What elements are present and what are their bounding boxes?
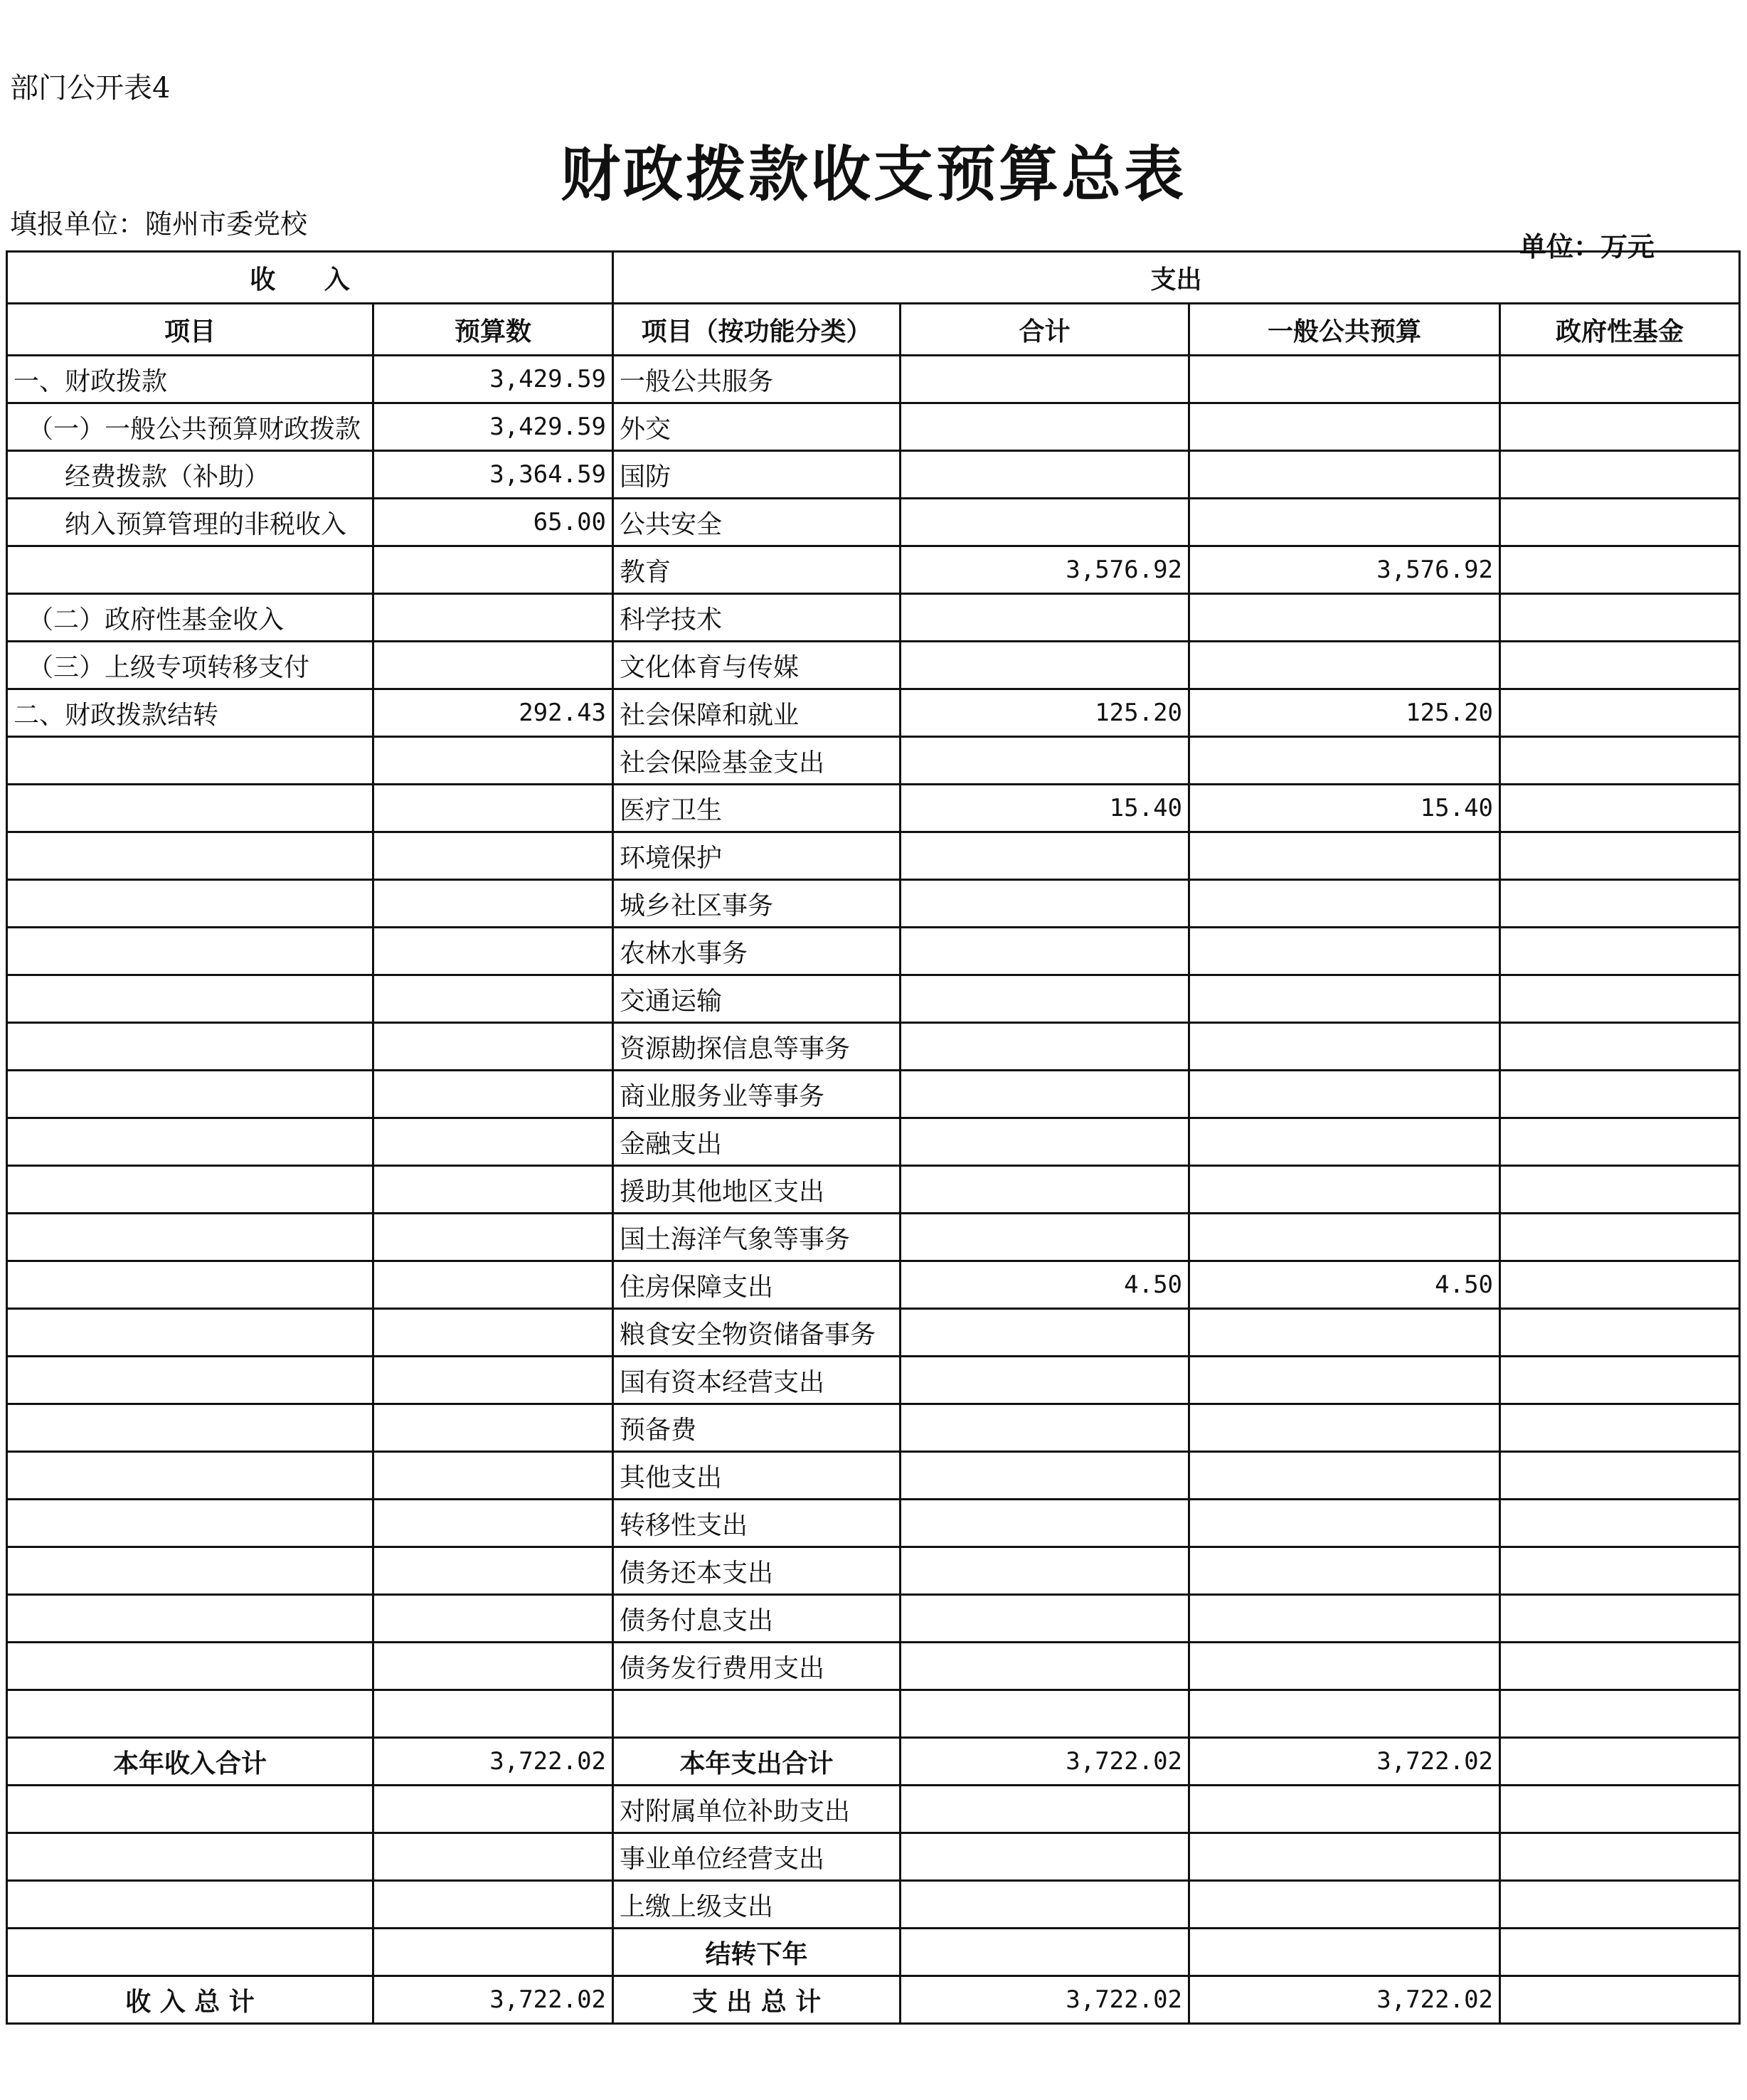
- expense-item-cell: 交通运输: [613, 975, 901, 1023]
- income-grand-total-amount: 3,722.02: [373, 1976, 613, 2024]
- expense-total-cell: [901, 1023, 1189, 1071]
- expense-year-fund-amount: [1500, 1738, 1740, 1786]
- expense-grand-general-amount: 3,722.02: [1189, 1976, 1500, 2024]
- income-item-cell: [7, 975, 373, 1023]
- income-budget-header: 预算数: [373, 304, 613, 356]
- income-item-cell: 经费拨款（补助）: [7, 451, 373, 499]
- table-row: [7, 356, 1740, 403]
- expense-total-cell: [901, 642, 1189, 689]
- table-row: [7, 928, 1740, 975]
- expense-fund-cell: [1500, 1309, 1740, 1357]
- income-item-cell: [7, 1357, 373, 1404]
- expense-total-cell: [901, 975, 1189, 1023]
- table-row: [7, 1118, 1740, 1166]
- expense-item-cell: 科学技术: [613, 594, 901, 642]
- expense-general-cell: [1189, 356, 1500, 403]
- empty-cell: [1500, 1786, 1740, 1833]
- table-row: [7, 1643, 1740, 1690]
- income-amount-cell: [373, 594, 613, 642]
- table-row: [7, 403, 1740, 451]
- currency-unit: 单位：万元: [1519, 231, 1655, 262]
- extra-row: [7, 1833, 1740, 1881]
- reporting-unit: 填报单位：随州市委党校: [10, 208, 308, 240]
- expense-total-cell: [901, 1357, 1189, 1404]
- table-row: [7, 785, 1740, 832]
- table-row: [7, 1547, 1740, 1595]
- expense-general-cell: [1189, 403, 1500, 451]
- expense-total-cell: [901, 1643, 1189, 1690]
- expense-item-cell: 医疗卫生: [613, 785, 901, 832]
- income-amount-cell: [373, 832, 613, 880]
- income-item-cell: [7, 928, 373, 975]
- expense-total-cell: [901, 1071, 1189, 1118]
- income-item-cell: [7, 1071, 373, 1118]
- income-item-cell: [7, 1118, 373, 1166]
- expense-item-cell: 预备费: [613, 1404, 901, 1452]
- income-amount-cell: [373, 737, 613, 785]
- expense-fund-cell: [1500, 1404, 1740, 1452]
- expense-total-cell: [901, 1309, 1189, 1357]
- expense-general-cell: [1189, 594, 1500, 642]
- income-amount-cell: [373, 1214, 613, 1261]
- extra-item: 上缴上级支出: [613, 1881, 901, 1929]
- header-row-1: [7, 252, 1740, 304]
- expense-general-cell: [1189, 1643, 1500, 1690]
- empty-cell: [901, 1929, 1189, 1976]
- extra-row: [7, 1786, 1740, 1833]
- table-row: [7, 1261, 1740, 1309]
- expense-total-cell: [901, 1500, 1189, 1547]
- income-amount-cell: [373, 642, 613, 689]
- expense-general-cell: [1189, 1071, 1500, 1118]
- expense-item-cell: [613, 1690, 901, 1738]
- income-item-cell: [7, 1452, 373, 1500]
- expense-fund-cell: [1500, 737, 1740, 785]
- income-header: 收 入: [7, 252, 613, 304]
- table-row: [7, 499, 1740, 546]
- empty-cell: [901, 1881, 1189, 1929]
- extra-item: 事业单位经营支出: [613, 1833, 901, 1881]
- income-amount-cell: [373, 1357, 613, 1404]
- expense-fund-cell: [1500, 1261, 1740, 1309]
- expense-fund-cell: [1500, 832, 1740, 880]
- expense-fund-cell: [1500, 451, 1740, 499]
- expense-item-cell: 债务还本支出: [613, 1547, 901, 1595]
- table-row: [7, 689, 1740, 737]
- income-item-cell: [7, 1595, 373, 1643]
- expense-grand-total-label: 支 出 总 计: [613, 1976, 901, 2024]
- income-amount-cell: [373, 928, 613, 975]
- expense-item-cell: 城乡社区事务: [613, 880, 901, 928]
- expense-fund-cell: [1500, 1500, 1740, 1547]
- expense-general-cell: [1189, 928, 1500, 975]
- expense-year-general-amount: 3,722.02: [1189, 1738, 1500, 1786]
- table-row: [7, 1214, 1740, 1261]
- empty-cell: [7, 1786, 373, 1833]
- income-item-cell: [7, 1166, 373, 1214]
- table-row: [7, 451, 1740, 499]
- expense-fund-cell: [1500, 880, 1740, 928]
- expense-general-cell: [1189, 1309, 1500, 1357]
- expense-total-cell: [901, 499, 1189, 546]
- expense-total-header: 合计: [901, 304, 1189, 356]
- income-item-cell: [7, 1404, 373, 1452]
- expense-year-total-amount: 3,722.02: [901, 1738, 1189, 1786]
- expense-general-cell: [1189, 1214, 1500, 1261]
- expense-general-cell: [1189, 642, 1500, 689]
- expense-item-cell: 文化体育与传媒: [613, 642, 901, 689]
- expense-item-cell: 住房保障支出: [613, 1261, 901, 1309]
- empty-cell: [7, 1881, 373, 1929]
- expense-item-cell: 金融支出: [613, 1118, 901, 1166]
- expense-item-cell: 债务付息支出: [613, 1595, 901, 1643]
- income-item-cell: [7, 1261, 373, 1309]
- expense-item-cell: 转移性支出: [613, 1500, 901, 1547]
- income-amount-cell: [373, 880, 613, 928]
- expense-general-cell: [1189, 1500, 1500, 1547]
- expense-fund-cell: [1500, 499, 1740, 546]
- expense-general-cell: [1189, 1166, 1500, 1214]
- table-row: [7, 642, 1740, 689]
- expense-general-cell: 15.40: [1189, 785, 1500, 832]
- expense-item-cell: 国防: [613, 451, 901, 499]
- expense-general-cell: 3,576.92: [1189, 546, 1500, 594]
- empty-cell: [901, 1833, 1189, 1881]
- expense-fund-cell: [1500, 1595, 1740, 1643]
- expense-total-cell: [901, 1690, 1189, 1738]
- expense-total-cell: [901, 1595, 1189, 1643]
- empty-cell: [1189, 1929, 1500, 1976]
- income-amount-cell: 292.43: [373, 689, 613, 737]
- income-item-cell: [7, 1309, 373, 1357]
- table-row: [7, 1071, 1740, 1118]
- income-item-cell: [7, 1023, 373, 1071]
- expense-general-header: 一般公共预算: [1189, 304, 1500, 356]
- expense-fund-cell: [1500, 403, 1740, 451]
- expense-general-cell: [1189, 1452, 1500, 1500]
- table-row: [7, 1404, 1740, 1452]
- income-amount-cell: 65.00: [373, 499, 613, 546]
- income-item-cell: [7, 1643, 373, 1690]
- expense-grand-total-amount: 3,722.02: [901, 1976, 1189, 2024]
- table-row: [7, 737, 1740, 785]
- expense-total-cell: [901, 451, 1189, 499]
- expense-general-cell: [1189, 737, 1500, 785]
- expense-general-cell: [1189, 1357, 1500, 1404]
- income-amount-cell: [373, 1166, 613, 1214]
- expense-total-cell: 125.20: [901, 689, 1189, 737]
- expense-total-cell: [901, 1547, 1189, 1595]
- expense-year-total-label: 本年支出合计: [613, 1738, 901, 1786]
- income-item-cell: 二、财政拨款结转: [7, 689, 373, 737]
- header-row-2: [7, 304, 1740, 356]
- expense-grand-fund-amount: [1500, 1976, 1740, 2024]
- empty-cell: [373, 1881, 613, 1929]
- expense-item-cell: 教育: [613, 546, 901, 594]
- expense-general-cell: 125.20: [1189, 689, 1500, 737]
- income-amount-cell: [373, 1500, 613, 1547]
- expense-fund-cell: [1500, 642, 1740, 689]
- table-row: [7, 1500, 1740, 1547]
- income-amount-cell: 3,364.59: [373, 451, 613, 499]
- empty-cell: [1500, 1929, 1740, 1976]
- expense-fund-cell: [1500, 1023, 1740, 1071]
- expense-total-cell: [901, 1214, 1189, 1261]
- expense-total-cell: [901, 880, 1189, 928]
- expense-total-cell: [901, 1404, 1189, 1452]
- expense-total-cell: [901, 832, 1189, 880]
- expense-item-cell: 外交: [613, 403, 901, 451]
- empty-cell: [901, 1786, 1189, 1833]
- empty-cell: [373, 1833, 613, 1881]
- expense-general-cell: [1189, 975, 1500, 1023]
- expense-item-cell: 农林水事务: [613, 928, 901, 975]
- income-amount-cell: [373, 785, 613, 832]
- expense-general-cell: [1189, 1547, 1500, 1595]
- expense-general-cell: [1189, 451, 1500, 499]
- carry-forward-label: 结转下年: [613, 1929, 901, 1976]
- expense-item-cell: 债务发行费用支出: [613, 1643, 901, 1690]
- expense-fund-cell: [1500, 975, 1740, 1023]
- income-amount-cell: [373, 1071, 613, 1118]
- expense-total-cell: 15.40: [901, 785, 1189, 832]
- empty-cell: [373, 1929, 613, 1976]
- expense-item-cell: 社会保障和就业: [613, 689, 901, 737]
- expense-total-cell: [901, 1452, 1189, 1500]
- expense-general-cell: 4.50: [1189, 1261, 1500, 1309]
- expense-fund-cell: [1500, 594, 1740, 642]
- income-amount-cell: [373, 1023, 613, 1071]
- income-item-cell: [7, 1547, 373, 1595]
- expense-fund-cell: [1500, 1452, 1740, 1500]
- expense-fund-cell: [1500, 1071, 1740, 1118]
- income-item-cell: [7, 1214, 373, 1261]
- table-row: [7, 1595, 1740, 1643]
- expense-general-cell: [1189, 832, 1500, 880]
- income-amount-cell: [373, 1309, 613, 1357]
- income-year-total-label: 本年收入合计: [7, 1738, 373, 1786]
- expense-fund-cell: [1500, 1357, 1740, 1404]
- expense-general-cell: [1189, 499, 1500, 546]
- income-item-cell: （一）一般公共预算财政拨款: [7, 403, 373, 451]
- expense-item-cell: 公共安全: [613, 499, 901, 546]
- expense-fund-cell: [1500, 1643, 1740, 1690]
- empty-cell: [1189, 1881, 1500, 1929]
- table-row: [7, 880, 1740, 928]
- expense-fund-cell: [1500, 1214, 1740, 1261]
- expense-item-cell: 援助其他地区支出: [613, 1166, 901, 1214]
- expense-total-cell: [901, 928, 1189, 975]
- income-amount-cell: [373, 1452, 613, 1500]
- expense-item-cell: 国土海洋气象等事务: [613, 1214, 901, 1261]
- expense-general-cell: [1189, 1023, 1500, 1071]
- expense-total-cell: [901, 403, 1189, 451]
- income-amount-cell: 3,429.59: [373, 356, 613, 403]
- expense-fund-cell: [1500, 928, 1740, 975]
- table-footer: [7, 1738, 1740, 2024]
- expense-item-cell: 环境保护: [613, 832, 901, 880]
- expense-item-cell: 国有资本经营支出: [613, 1357, 901, 1404]
- expense-general-cell: [1189, 880, 1500, 928]
- income-amount-cell: [373, 1595, 613, 1643]
- expense-fund-cell: [1500, 1166, 1740, 1214]
- income-amount-cell: [373, 1118, 613, 1166]
- expense-fund-cell: [1500, 356, 1740, 403]
- expense-item-cell: 一般公共服务: [613, 356, 901, 403]
- income-item-cell: [7, 880, 373, 928]
- table-row: [7, 594, 1740, 642]
- income-item-cell: 纳入预算管理的非税收入: [7, 499, 373, 546]
- expense-fund-cell: [1500, 1547, 1740, 1595]
- expense-total-cell: [901, 1166, 1189, 1214]
- table-body: [7, 356, 1740, 1738]
- empty-cell: [7, 1929, 373, 1976]
- expense-fund-cell: [1500, 1690, 1740, 1738]
- extra-row: [7, 1881, 1740, 1929]
- income-amount-cell: 3,429.59: [373, 403, 613, 451]
- income-item-cell: （三）上级专项转移支付: [7, 642, 373, 689]
- expense-total-cell: 4.50: [901, 1261, 1189, 1309]
- income-amount-cell: [373, 1643, 613, 1690]
- expense-header: 支出: [613, 252, 1740, 304]
- income-grand-total-label: 收 入 总 计: [7, 1976, 373, 2024]
- expense-total-cell: [901, 594, 1189, 642]
- expense-total-cell: 3,576.92: [901, 546, 1189, 594]
- table-row: [7, 1452, 1740, 1500]
- expense-total-cell: [901, 737, 1189, 785]
- income-amount-cell: [373, 546, 613, 594]
- expense-fund-cell: [1500, 546, 1740, 594]
- income-item-cell: [7, 1500, 373, 1547]
- empty-cell: [7, 1833, 373, 1881]
- table-row: [7, 1690, 1740, 1738]
- income-item-header: 项目: [7, 304, 373, 356]
- expense-general-cell: [1189, 1118, 1500, 1166]
- expense-total-cell: [901, 1118, 1189, 1166]
- income-amount-cell: [373, 1404, 613, 1452]
- income-item-cell: [7, 832, 373, 880]
- expense-general-cell: [1189, 1404, 1500, 1452]
- empty-cell: [1189, 1786, 1500, 1833]
- expense-item-cell: 资源勘探信息等事务: [613, 1023, 901, 1071]
- income-item-cell: [7, 737, 373, 785]
- income-item-cell: 一、财政拨款: [7, 356, 373, 403]
- income-amount-cell: [373, 975, 613, 1023]
- income-amount-cell: [373, 1547, 613, 1595]
- table-row: [7, 546, 1740, 594]
- income-item-cell: （二）政府性基金收入: [7, 594, 373, 642]
- expense-item-cell: 商业服务业等事务: [613, 1071, 901, 1118]
- income-item-cell: [7, 546, 373, 594]
- expense-item-cell: 其他支出: [613, 1452, 901, 1500]
- expense-total-cell: [901, 356, 1189, 403]
- income-amount-cell: [373, 1690, 613, 1738]
- empty-cell: [1500, 1881, 1740, 1929]
- table-row: [7, 832, 1740, 880]
- income-item-cell: [7, 785, 373, 832]
- income-amount-cell: [373, 1261, 613, 1309]
- extra-row: [7, 1929, 1740, 1976]
- table-row: [7, 1023, 1740, 1071]
- expense-item-header: 项目（按功能分类）: [613, 304, 901, 356]
- income-item-cell: [7, 1690, 373, 1738]
- expense-general-cell: [1189, 1690, 1500, 1738]
- table-row: [7, 1309, 1740, 1357]
- expense-general-cell: [1189, 1595, 1500, 1643]
- income-year-total-amount: 3,722.02: [373, 1738, 613, 1786]
- document-code: 部门公开表4: [10, 72, 171, 105]
- budget-table: [6, 250, 1741, 2025]
- expense-fund-cell: [1500, 1118, 1740, 1166]
- empty-cell: [1500, 1833, 1740, 1881]
- year-total-row: [7, 1738, 1740, 1786]
- table-row: [7, 1357, 1740, 1404]
- table-row: [7, 975, 1740, 1023]
- expense-item-cell: 粮食安全物资储备事务: [613, 1309, 901, 1357]
- expense-fund-header: 政府性基金: [1500, 304, 1740, 356]
- empty-cell: [1189, 1833, 1500, 1881]
- grand-total-row: [7, 1976, 1740, 2024]
- empty-cell: [373, 1786, 613, 1833]
- expense-item-cell: 社会保险基金支出: [613, 737, 901, 785]
- table-row: [7, 1166, 1740, 1214]
- page-title: 财政拨款收支预算总表: [560, 139, 1186, 209]
- extra-item: 对附属单位补助支出: [613, 1786, 901, 1833]
- expense-fund-cell: [1500, 689, 1740, 737]
- expense-fund-cell: [1500, 785, 1740, 832]
